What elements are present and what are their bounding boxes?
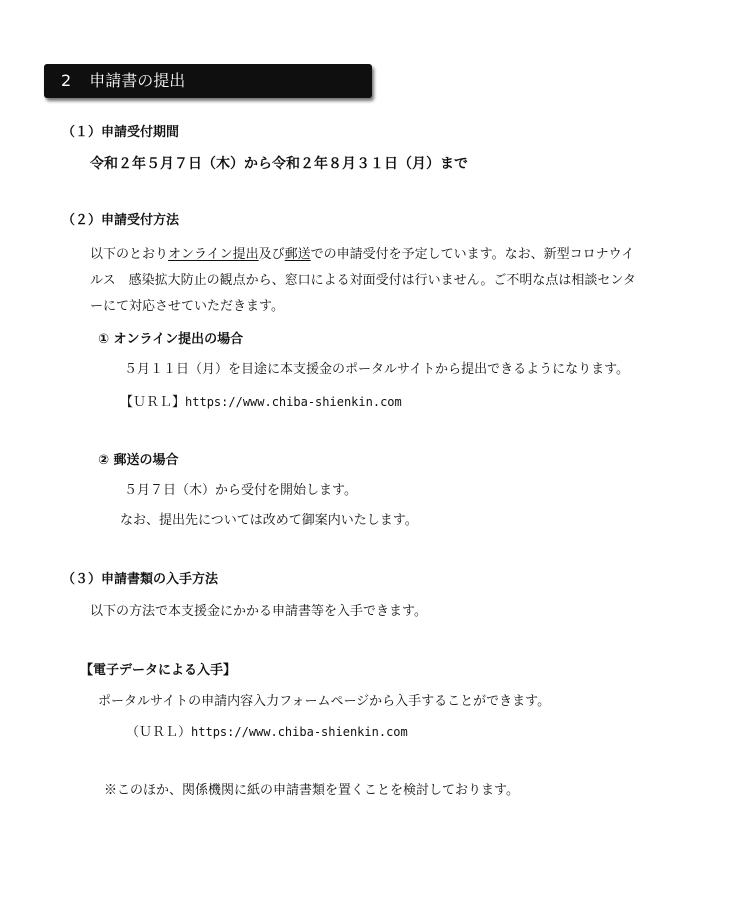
mail-underlined: 郵送 [284, 247, 311, 262]
method-heading: （２）申請受付方法 [62, 213, 180, 228]
method-text: での申請受付を予定しています。なお、新型コロナウイ [310, 247, 635, 262]
online-text: ５月１１日（月）を目途に本支援金のポータルサイトから提出できるようになります。 [124, 362, 630, 377]
obtain-text: 以下の方法で本支援金にかかる申請書等を入手できます。 [90, 604, 427, 619]
period-heading: （１）申請受付期間 [62, 125, 180, 140]
mail-heading: ② 郵送の場合 [98, 453, 179, 468]
obtain-heading: （３）申請書類の入手方法 [62, 572, 219, 587]
url-label: 【ＵＲＬ】 [120, 395, 186, 410]
method-text: 以下のとおり [90, 247, 169, 262]
online-url-line [120, 393, 402, 412]
electronic-text: ポータルサイトの申請内容入力フォームページから入手することができます。 [98, 694, 551, 709]
method-paragraph-line2: ルス 感染拡大防止の観点から、窓口による対面受付は行いません。ご不明な点は相談センタ [90, 273, 636, 288]
method-text: 及び [258, 247, 285, 262]
mail-text-2: なお、提出先については改めて御案内いたします。 [120, 513, 418, 528]
section-title: 申請書の提出 [89, 71, 186, 90]
method-paragraph-line3: ーにて対応させていただきます。 [90, 299, 284, 314]
note-text: ※このほか、関係機関に紙の申請書類を置くことを検討しております。 [104, 783, 519, 798]
method-paragraph-line1 [90, 246, 634, 264]
section-number: 2 [61, 71, 72, 90]
electronic-heading: 【電子データによる入手】 [80, 663, 237, 678]
portal-url-link[interactable]: https://www.chiba-shienkin.com [185, 395, 402, 409]
section-banner [44, 64, 372, 98]
electronic-url-line [126, 723, 408, 742]
online-submission-underlined: オンライン提出 [168, 247, 259, 262]
portal-url-link[interactable]: https://www.chiba-shienkin.com [191, 725, 408, 739]
period-dates: 令和２年５月７日（木）から令和２年８月３１日（月）まで [90, 156, 468, 172]
url-label: （ＵＲＬ） [126, 725, 192, 740]
mail-text-1: ５月７日（木）から受付を開始します。 [124, 483, 357, 498]
online-heading: ① オンライン提出の場合 [98, 332, 244, 347]
